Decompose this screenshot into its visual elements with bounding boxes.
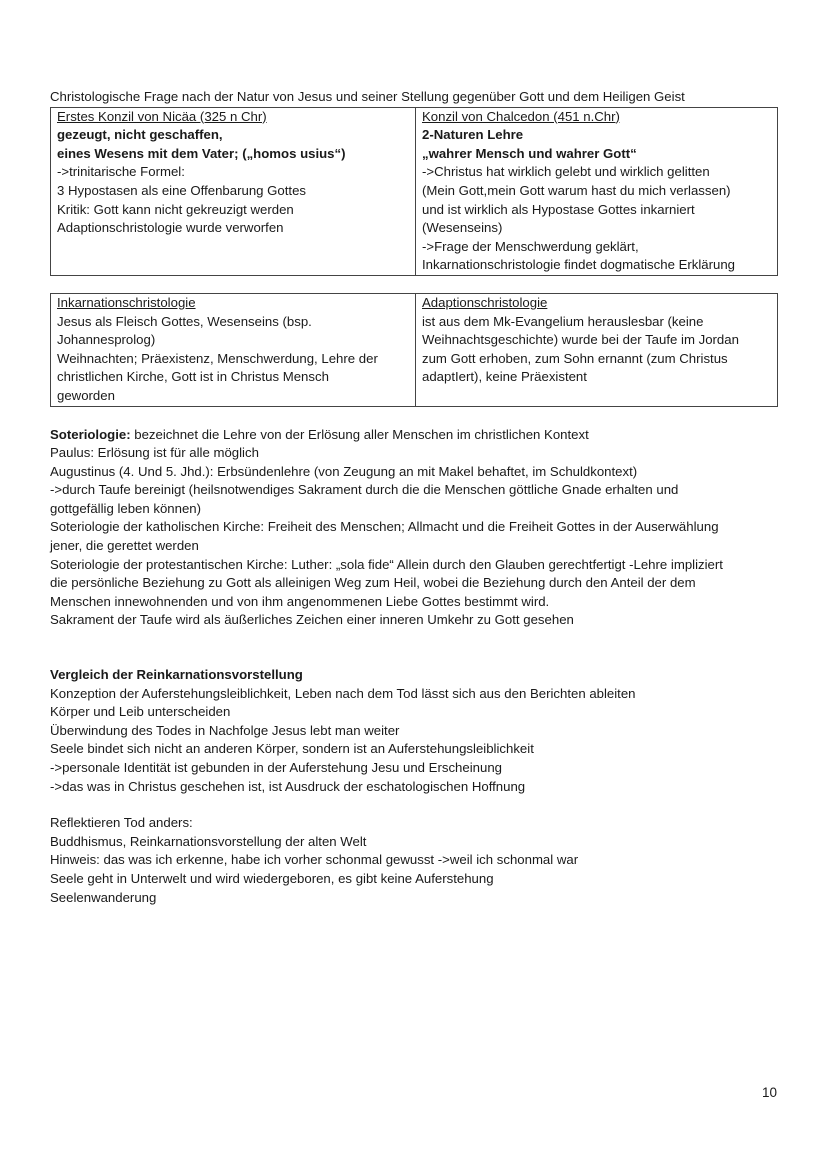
council-table [50, 107, 778, 276]
incarnation-cell [51, 293, 416, 406]
adoption-header: Adaptionschristologie [422, 294, 548, 310]
comparison-section [50, 666, 780, 796]
comparison-line: ->das was in Christus geschehen ist, ist Ausdruck der eschatologischen Hoffnung [50, 778, 526, 794]
chalcedon-line: 2-Naturen Lehre [422, 127, 524, 143]
soteriology-section [50, 426, 780, 631]
nicaea-line: gezeugt, nicht geschaffen, [57, 127, 223, 143]
nicaea-line: ->trinitarische Formel: [57, 164, 185, 180]
adoption-line: ist aus dem Mk-Evangelium herauslesbar (keine [422, 313, 704, 329]
nicaea-line: Kritik: Gott kann nicht gekreuzigt werden [57, 201, 294, 217]
chalcedon-line: (Mein Gott,mein Gott warum hast du mich verlassen) [422, 182, 731, 198]
incarnation-line: Johannesprolog) [57, 332, 156, 348]
soteriology-line: Augustinus (4. Und 5. Jhd.): Erbsündenlehre (von Zeugung an mit Makel behaftet, im Schuldkontext) [50, 463, 638, 479]
adoption-cell [416, 293, 778, 406]
nicaea-line: Adaptionschristologie wurde verworfen [57, 220, 284, 236]
soteriology-term: Soteriologie: [50, 426, 131, 442]
comparison-line: Konzeption der Auferstehungsleiblichkeit, Leben nach dem Tod lässt sich aus den Berichten ableiten [50, 685, 636, 701]
document-page [50, 88, 780, 907]
incarnation-header: Inkarnationschristologie [57, 294, 196, 310]
comparison-line: Überwindung des Todes in Nachfolge Jesus lebt man weiter [50, 722, 400, 738]
reflection-line: Seelenwanderung [50, 889, 157, 905]
soteriology-line: Sakrament der Taufe wird als äußerliches Zeichen einer inneren Umkehr zu Gott gesehen [50, 612, 574, 628]
soteriology-line: jener, die gerettet werden [50, 538, 199, 554]
adoption-line: Weihnachtsgeschichte) wurde bei der Taufe im Jordan [422, 332, 739, 348]
nicaea-header: Erstes Konzil von Nicäa (325 n Chr) [57, 108, 267, 124]
incarnation-line: christlichen Kirche, Gott ist in Christus Mensch [57, 369, 329, 385]
intro-line: Christologische Frage nach der Natur von Jesus und seiner Stellung gegenüber Gott und dem Heiligen Geist [50, 89, 685, 104]
soteriology-line: Soteriologie der protestantischen Kirche: Luther: „sola fide“ Allein durch den Glauben gerechtfertigt -Lehre impliziert [50, 556, 723, 572]
chalcedon-line: ->Frage der Menschwerdung geklärt, [422, 238, 639, 254]
reflection-section [50, 814, 780, 907]
soteriology-definition-text: bezeichnet die Lehre von der Erlösung aller Menschen im christlichen Kontext [130, 426, 589, 442]
reflection-line: Hinweis: das was ich erkenne, habe ich vorher schonmal gewusst ->weil ich schonmal war [50, 852, 579, 868]
chalcedon-cell [416, 107, 778, 275]
chalcedon-line: „wahrer Mensch und wahrer Gott“ [422, 145, 637, 161]
chalcedon-line: Inkarnationschristologie findet dogmatische Erklärung [422, 257, 736, 273]
incarnation-line: Weihnachten; Präexistenz, Menschwerdung, Lehre der [57, 350, 378, 366]
page-number: 10 [762, 1085, 778, 1100]
soteriology-line: Paulus: Erlösung ist für alle möglich [50, 445, 259, 461]
nicaea-line: eines Wesens mit dem Vater; („homos usius“) [57, 145, 346, 161]
chalcedon-line: ->Christus hat wirklich gelebt und wirklich gelitten [422, 164, 710, 180]
comparison-heading: Vergleich der Reinkarnationsvorstellung [50, 667, 303, 683]
reflection-line: Buddhismus, Reinkarnationsvorstellung der alten Welt [50, 833, 367, 849]
reflection-line: Reflektieren Tod anders: [50, 815, 193, 831]
chalcedon-line: und ist wirklich als Hypostase Gottes inkarniert [422, 201, 695, 217]
chalcedon-line: (Wesenseins) [422, 220, 503, 236]
soteriology-line: gottgefällig leben können) [50, 500, 202, 516]
comparison-line: ->personale Identität ist gebunden in der Auferstehung Jesu und Erscheinung [50, 760, 502, 775]
soteriology-line: Menschen innewohnenden und von ihm angenommenen Liebe Gottes bestimmt wird. [50, 593, 550, 609]
soteriology-line: Soteriologie der katholischen Kirche: Freiheit des Menschen; Allmacht und die Freiheit Gottes in der Auserwählung [50, 519, 719, 535]
incarnation-line: Jesus als Fleisch Gottes, Wesenseins (bsp. [57, 313, 312, 329]
christology-table [50, 293, 778, 407]
adoption-line: adaptIert), keine Präexistent [422, 369, 587, 385]
nicaea-line: 3 Hypostasen als eine Offenbarung Gottes [57, 182, 307, 198]
comparison-line: Körper und Leib unterscheiden [50, 704, 231, 720]
nicaea-cell [51, 107, 416, 275]
soteriology-line: ->durch Taufe bereinigt (heilsnotwendiges Sakrament durch die die Menschen göttliche Gnade erhalten und [50, 482, 679, 498]
soteriology-definition [50, 426, 780, 445]
adoption-line: zum Gott erhoben, zum Sohn ernannt (zum Christus [422, 350, 728, 366]
soteriology-line: die persönliche Beziehung zu Gott als alleinigen Weg zum Heil, wobei die Beziehung durch den Anteil der dem [50, 575, 696, 591]
chalcedon-header: Konzil von Chalcedon (451 n.Chr) [422, 108, 620, 124]
comparison-line: Seele bindet sich nicht an anderen Körper, sondern ist an Auferstehungsleiblichkeit [50, 741, 534, 757]
reflection-line: Seele geht in Unterwelt und wird wiedergeboren, es gibt keine Auferstehung [50, 870, 494, 886]
incarnation-line: geworden [57, 387, 115, 403]
